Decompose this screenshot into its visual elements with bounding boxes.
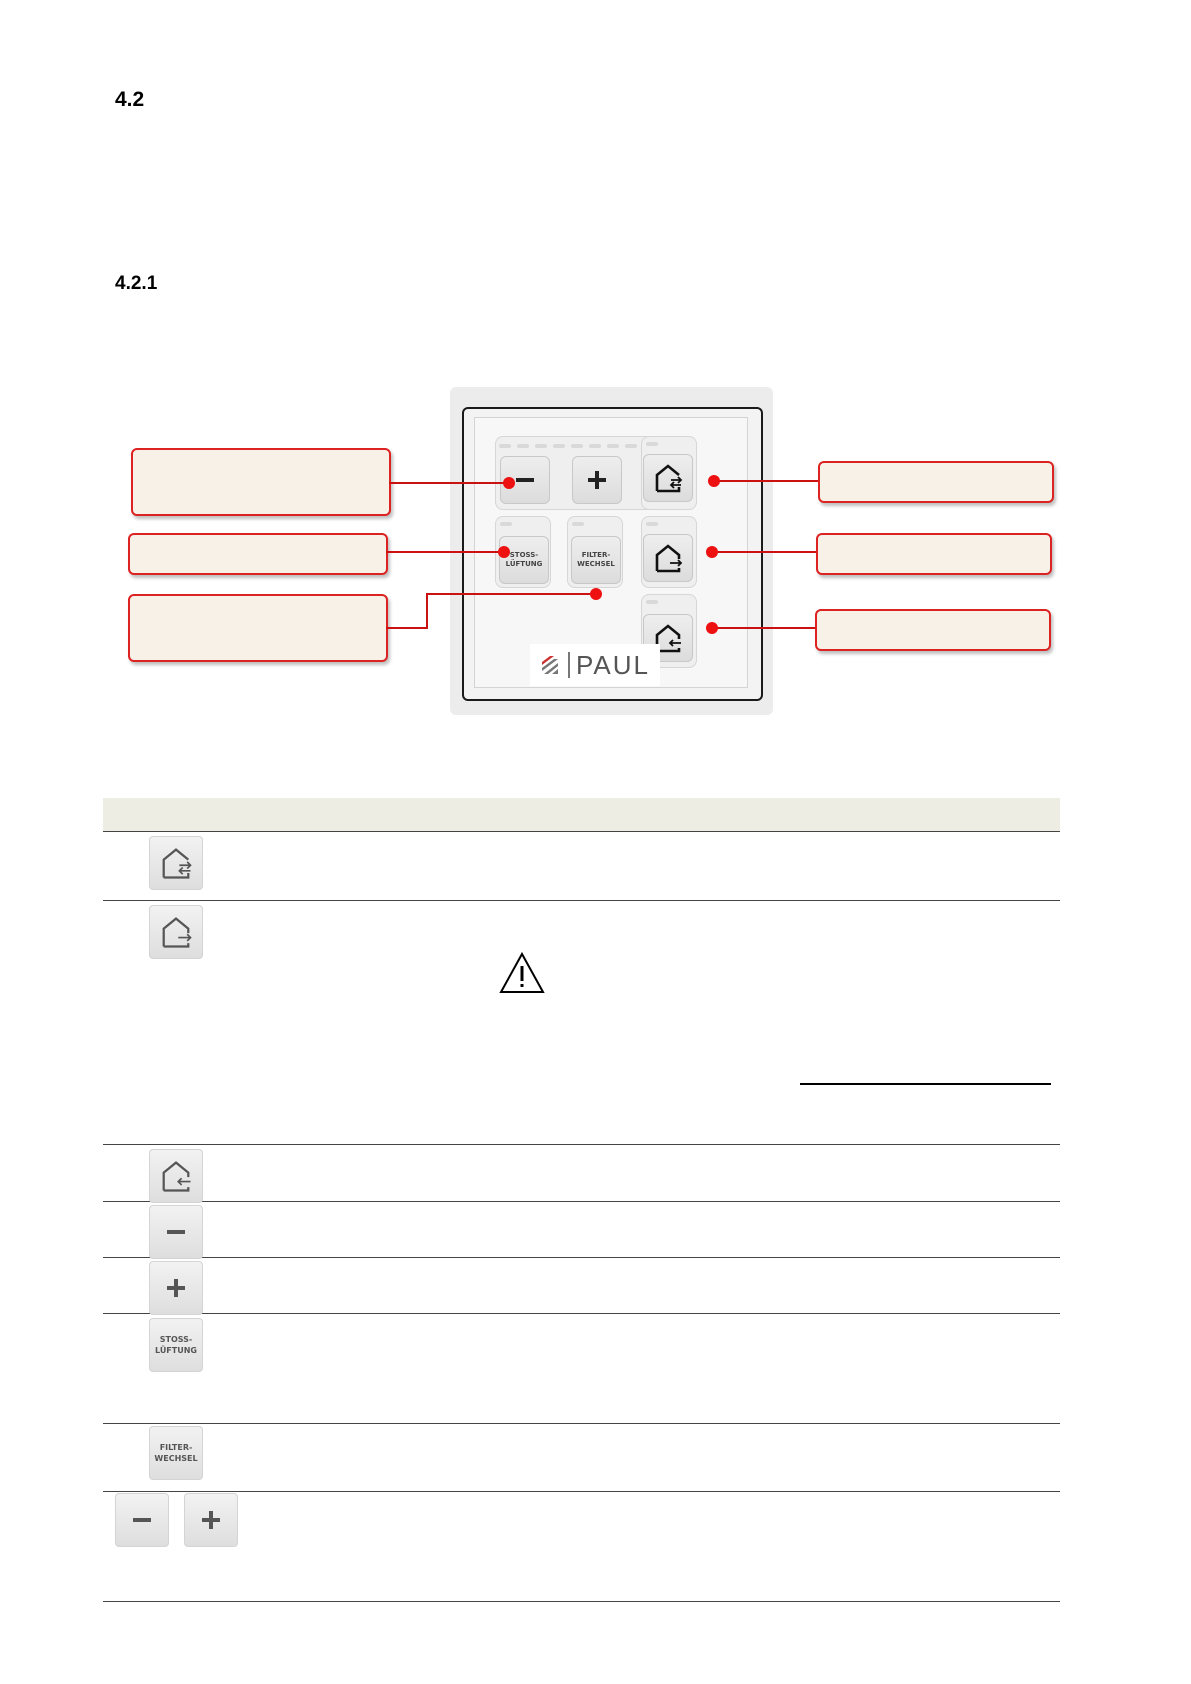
logo-text: PAUL	[568, 652, 650, 678]
row-divider	[103, 1201, 1060, 1202]
key-label-line: FILTER-	[159, 1443, 193, 1452]
row-divider	[103, 1601, 1060, 1602]
row-divider	[103, 1423, 1060, 1424]
table-row-icon	[149, 1318, 203, 1372]
house-arrow-out-icon	[157, 913, 195, 951]
row-divider	[103, 1257, 1060, 1258]
key-label-line: LÜFTUNG	[505, 560, 543, 568]
plus-icon	[200, 1509, 222, 1531]
key-label-line: LÜFTUNG	[155, 1346, 197, 1355]
table-row-icon	[149, 905, 203, 959]
key-label-line: STOSS-	[509, 551, 539, 559]
table-row-icon	[115, 1493, 169, 1547]
row-divider	[103, 831, 1060, 832]
row-divider	[103, 1144, 1060, 1145]
row-divider	[103, 900, 1060, 901]
table-row-icon	[149, 1205, 203, 1259]
subsection-number: 4.2.1	[115, 273, 158, 294]
section-number: 4.2	[115, 88, 145, 111]
minus-icon	[165, 1221, 187, 1243]
house-exchange-icon	[157, 844, 195, 882]
table-header	[103, 798, 1060, 831]
table-row-icon	[184, 1493, 238, 1547]
table-row-icon	[149, 1261, 203, 1315]
stoss-lueftung-label	[155, 1334, 197, 1356]
key-label-line: WECHSEL	[577, 560, 615, 568]
filter-wechsel-label	[154, 1442, 197, 1464]
key-label-line: FILTER-	[581, 551, 611, 559]
row-divider	[103, 1491, 1060, 1492]
table-row-icon	[149, 836, 203, 890]
house-arrow-in-icon	[157, 1157, 195, 1195]
key-label-line: STOSS-	[159, 1335, 193, 1344]
key-label-line: WECHSEL	[154, 1454, 198, 1463]
table-row-icon	[149, 1426, 203, 1480]
minus-icon	[131, 1509, 153, 1531]
underline-rule	[800, 1083, 1051, 1085]
plus-icon	[165, 1277, 187, 1299]
warning-triangle-icon	[498, 951, 546, 995]
row-divider	[103, 1313, 1060, 1314]
table-row-icon	[149, 1149, 203, 1203]
